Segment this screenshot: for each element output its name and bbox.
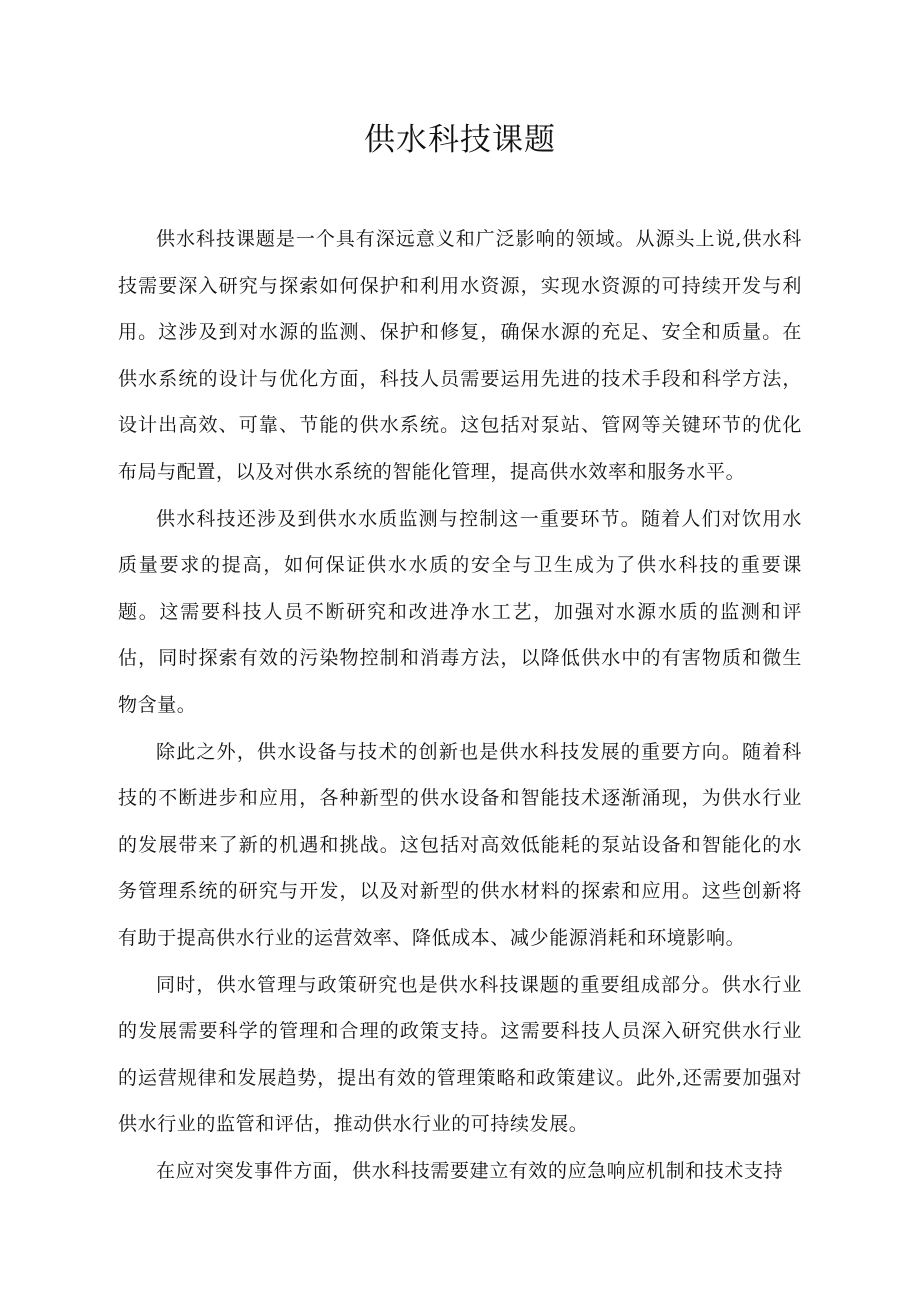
paragraph-3: 除此之外，供水设备与技术的创新也是供水科技发展的重要方向。随着科技的不断进步和应用，各种新型的供水设备和智能技术逐渐涌现，为供水行业的发展带来了新的机遇和挑战。这包括对高效低能耗的泵站设备和智能化的水务管理系统的研究与开发，以及对新型的供水材料的探索和应用。这些创新将有助于提高供水行业的运营效率、降低成本、减少能源消耗和环境影响。 bbox=[118, 740, 802, 949]
paragraph-2: 供水科技还涉及到供水水质监测与控制这一重要环节。随着人们对饮用水质量要求的提高，如何保证供水水质的安全与卫生成为了供水科技的重要课题。这需要科技人员不断研究和改进净水工艺，加强对水源水质的监测和评估，同时探索有效的污染物控制和消毒方法，以降低供水中的有害物质和微生物含量。 bbox=[118, 507, 802, 716]
document-body bbox=[118, 216, 802, 1194]
document-title: 供水科技课题 bbox=[364, 122, 556, 158]
paragraph-4: 同时，供水管理与政策研究也是供水科技课题的重要组成部分。供水行业的发展需要科学的管理和合理的政策支持。这需要科技人员深入研究供水行业的运营规律和发展趋势，提出有效的管理策略和政策建议。此外,还需要加强对供水行业的监管和评估，推动供水行业的可持续发展。 bbox=[118, 973, 802, 1136]
paragraph-1: 供水科技课题是一个具有深远意义和广泛影响的领域。从源头上说,供水科技需要深入研究与探索如何保护和利用水资源，实现水资源的可持续开发与利用。这涉及到对水源的监测、保护和修复，确保水源的充足、安全和质量。在供水系统的设计与优化方面，科技人员需要运用先进的技术手段和科学方法，设计出高效、可靠、节能的供水系统。这包括对泵站、管网等关键环节的优化布局与配置，以及对供水系统的智能化管理，提高供水效率和服务水平。 bbox=[118, 228, 802, 483]
paragraph-5: 在应对突发事件方面，供水科技需要建立有效的应急响应机制和技术支持 bbox=[156, 1159, 784, 1182]
